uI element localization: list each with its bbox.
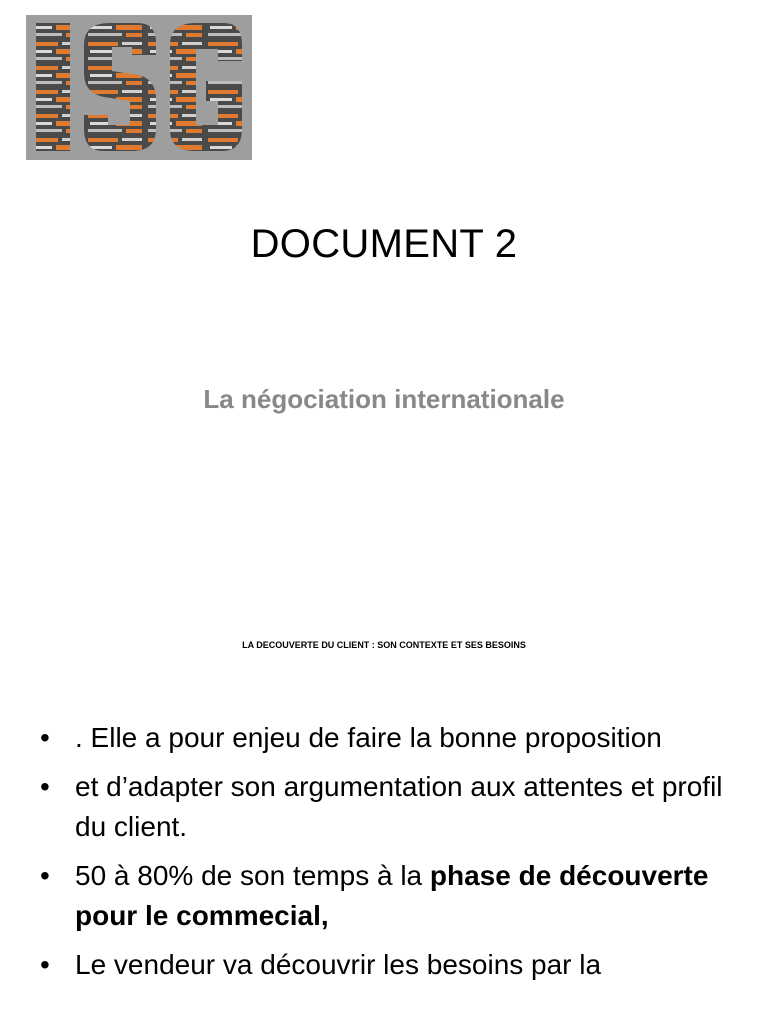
section-heading: LA DECOUVERTE DU CLIENT : SON CONTEXTE ET SES BESOINS	[242, 640, 526, 650]
bullet-marker: •	[40, 949, 50, 980]
logo-letter-s	[84, 23, 156, 151]
bullet-marker: •	[40, 771, 50, 802]
bullet-text: 50 à 80% de son temps à la	[75, 860, 430, 891]
logo-letter-g	[170, 23, 242, 151]
bullet-item	[40, 767, 740, 847]
bullet-item	[40, 856, 740, 936]
document-subtitle: La négociation internationale	[203, 384, 565, 414]
bullet-list	[40, 718, 740, 994]
bullet-item	[40, 945, 740, 985]
isg-logo	[26, 15, 252, 160]
bullet-text-bold: phase de découverte pour le commecial,	[75, 860, 709, 931]
bullet-item	[40, 718, 740, 758]
document-title: DOCUMENT 2	[250, 222, 518, 266]
isg-logo-graphic	[26, 15, 252, 160]
logo-letter-i	[36, 23, 70, 151]
bullet-marker: •	[40, 860, 50, 891]
bullet-text: et d’adapter son argumentation aux attentes et profil du client.	[75, 771, 723, 842]
bullet-marker: •	[40, 722, 50, 753]
bullet-text: Le vendeur va découvrir les besoins par la	[75, 949, 602, 980]
bullet-text: . Elle a pour enjeu de faire la bonne proposition	[75, 722, 662, 753]
